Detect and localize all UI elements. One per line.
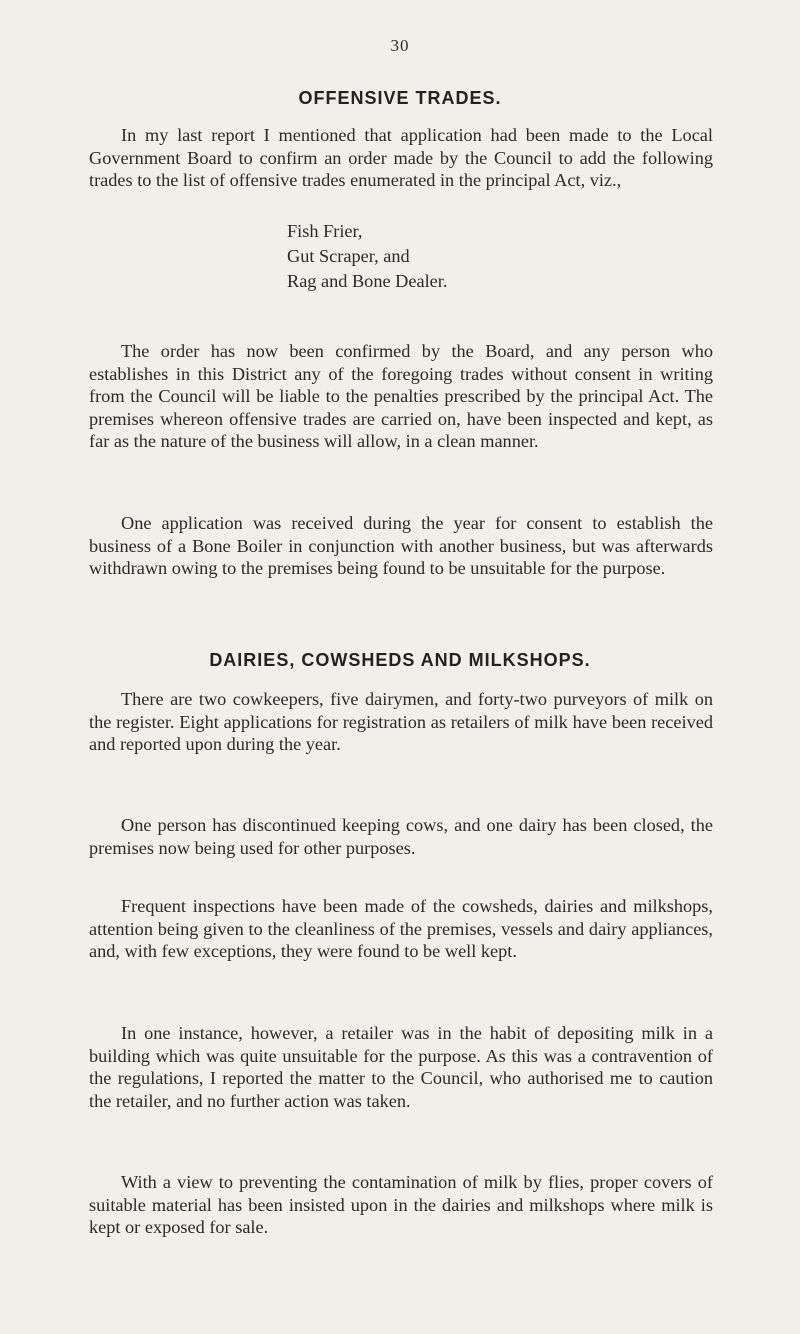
paragraph-register: There are two cowkeepers, five dairymen, and forty-two purveyors of milk on the register. Eight applications for registration as retailers of milk have been received and reported upon during the year. <box>89 689 713 755</box>
page-number: 30 <box>390 36 410 55</box>
paragraph-discontinued: One person has discontinued keeping cows, and one dairy has been closed, the premises now being used for other purposes. <box>89 815 713 858</box>
section-heading-dairies: DAIRIES, COWSHEDS AND MILKSHOPS. <box>209 650 591 670</box>
list-item: Gut Scraper, and <box>287 246 410 266</box>
paragraph-order-confirmed: The order has now been confirmed by the Board, and any person who establishes in this District any of the foregoing trades without consent in writing from the Council will be liable to the penalties prescribed by the principal Act. The premises whereon offensive trades are carried on, have been inspected and kept, as far as the nature of the business will allow, in a clean manner. <box>89 341 713 452</box>
paragraph-offensive-trades-intro: In my last report I mentioned that application had been made to the Local Government Board to confirm an order made by the Council to add the following trades to the list of offensive trades enumerated in the principal Act, viz., <box>89 125 713 191</box>
paragraph-bone-boiler: One application was received during the year for consent to establish the business of a Bone Boiler in conjunction with another business, but was afterwards withdrawn owing to the premises being found to be unsuitable for the purpose. <box>89 513 713 579</box>
paragraph-retailer-instance: In one instance, however, a retailer was in the habit of depositing milk in a building which was quite unsuitable for the purpose. As this was a contravention of the regulations, I reported the matter to the Council, who authorised me to caution the retailer, and no further action was taken. <box>89 1023 713 1111</box>
trades-list <box>287 219 687 294</box>
paragraph-flies: With a view to preventing the contamination of milk by flies, proper covers of suitable material has been insisted upon in the dairies and milkshops where milk is kept or exposed for sale. <box>89 1172 713 1238</box>
list-item: Fish Frier, <box>287 221 363 241</box>
section-heading-offensive-trades: OFFENSIVE TRADES. <box>298 88 502 108</box>
list-item: Rag and Bone Dealer. <box>287 271 448 291</box>
paragraph-inspections: Frequent inspections have been made of the cowsheds, dairies and milkshops, attention being given to the cleanliness of the premises, vessels and dairy appliances, and, with few exceptions, they were found to be well kept. <box>89 896 713 962</box>
